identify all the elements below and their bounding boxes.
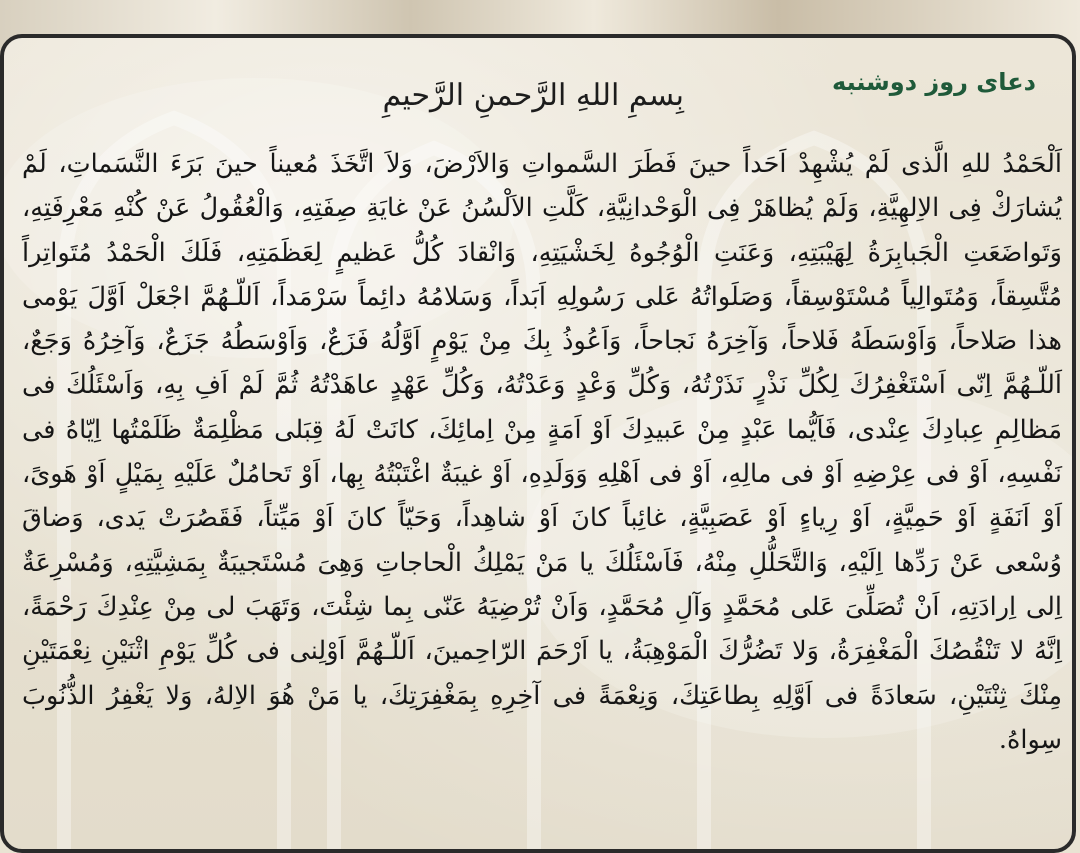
- prayer-card: [0, 34, 1076, 853]
- basmala: بِسمِ اللهِ الرَّحمنِ الرَّحیمِ: [382, 78, 684, 113]
- day-title: دعای روز دوشنبه: [832, 68, 1036, 96]
- prayer-text: اَلْحَمْدُ للهِ الَّذى لَمْ يُشْهِدْ اَحَداً حينَ فَطَرَ السَّمواتِ وَالاَرْضَ، وَلاَ اتَّخَذَ مُعيناً حينَ بَرَءَ النَّسَماتِ، لَمْ يُشارَكْ فِى الاِلهِيَّةِ، وَلَمْ يُظاهَرْ فِى الْوَحْدانِيَّةِ، كَلَّتِ الاَلْسُنُ عَنْ غايَةِ صِفَتِهِ، وَالْعُقُولُ عَنْ كُنْهِ مَعْرِفَتِهِ، وَتَواضَعَتِ الْجَبابِرَةُ لِهَيْبَتِهِ، وَعَنَتِ الْوُجُوهُ لِخَشْيَتِهِ، وَانْقادَ كُلُّ عَظيمٍ لِعَظَمَتِهِ، فَلَكَ الْحَمْدُ مُتَواتِراً مُتَّسِقاً، وَمُتَوالِياً مُسْتَوْسِقاً، وَصَلَواتُهُ عَلى رَسُولِهِ اَبَداً، وَسَلامُهُ دائِماً سَرْمَداً، اَللّـهُمَّ اجْعَلْ اَوَّلَ يَوْمى هذا صَلاحاً، وَاَوْسَطَهُ فَلاحاً، وَآخِرَهُ نَجاحاً، وَاَعُوذُ بِكَ مِنْ يَوْمٍ اَوَّلُهُ فَزَعٌ، وَاَوْسَطُهُ جَزَعٌ، وَآخِرُهُ وَجَعٌ، اَللّـهُمَّ اِنّى اَسْتَغْفِرُكَ لِكُلِّ نَذْرٍ نَذَرْتُهُ، وَكُلِّ وَعْدٍ وَعَدْتُهُ، وَكُلِّ عَهْدٍ عاهَدْتُهُ ثُمَّ لَمْ اَفِ بِهِ، وَاَسْئَلُكَ فى مَظالِمِ عِبادِكَ عِنْدى، فَاَيُّما عَبْدٍ مِنْ عَبيدِكَ اَوْ اَمَةٍ مِنْ اِمائِكَ، كانَتْ لَهُ قِبَلى مَظْلِمَةٌ ظَلَمْتُها اِيّاهُ فى نَفْسِهِ، اَوْ فى عِرْضِهِ اَوْ فى مالِهِ، اَوْ فى اَهْلِهِ وَوَلَدِهِ، اَوْ غيبَةٌ اغْتَبْتُهُ بِها، اَوْ تَحامُلٌ عَلَيْهِ بِمَيْلٍ اَوْ هَوىً، اَوْ اَنَفَةٍ اَوْ حَمِيَّةٍ، اَوْ رِياءٍ اَوْ عَصَبِيَّةٍ، غائِباً كانَ اَوْ شاهِداً، وَحَيّاً كانَ اَوْ مَيِّتاً، فَقَصُرَتْ يَدى، وَضاقَ وُسْعى عَنْ رَدِّها اِلَيْهِ، وَالتَّحَلُّلِ مِنْهُ، فَاَسْئَلُكَ يا مَنْ يَمْلِكُ الْحاجاتِ وَهِىَ مُسْتَجيبَةٌ بِمَشِيَّتِهِ، وَمُسْرِعَةٌ اِلى اِرادَتِهِ، اَنْ تُصَلِّىَ عَلى مُحَمَّدٍ وَآلِ مُحَمَّدٍ، وَاَنْ تُرْضِيَهُ عَنّى بِما شِئْتَ، وَتَهَبَ لى مِنْ عِنْدِكَ رَحْمَةً، اِنَّهُ لا تَنْقُصُكَ الْمَغْفِرَةُ، وَلا تَضُرُّكَ الْمَوْهِبَةُ، يا اَرْحَمَ الرّاحِمينَ، اَللّـهُمَّ اَوْلِنى فى كُلِّ يَوْمِ اثْنَيْنِ نِعْمَتَيْنِ مِنْكَ ثِنْتَيْنِ، سَعادَةً فى اَوَّلِهِ بِطاعَتِكَ، وَنِعْمَةً فى آخِرِهِ بِمَغْفِرَتِكَ، يا مَنْ هُوَ الاِلهُ، وَلا يَغْفِرُ الذُّنُوبَ سِواهُ.: [22, 149, 1062, 755]
